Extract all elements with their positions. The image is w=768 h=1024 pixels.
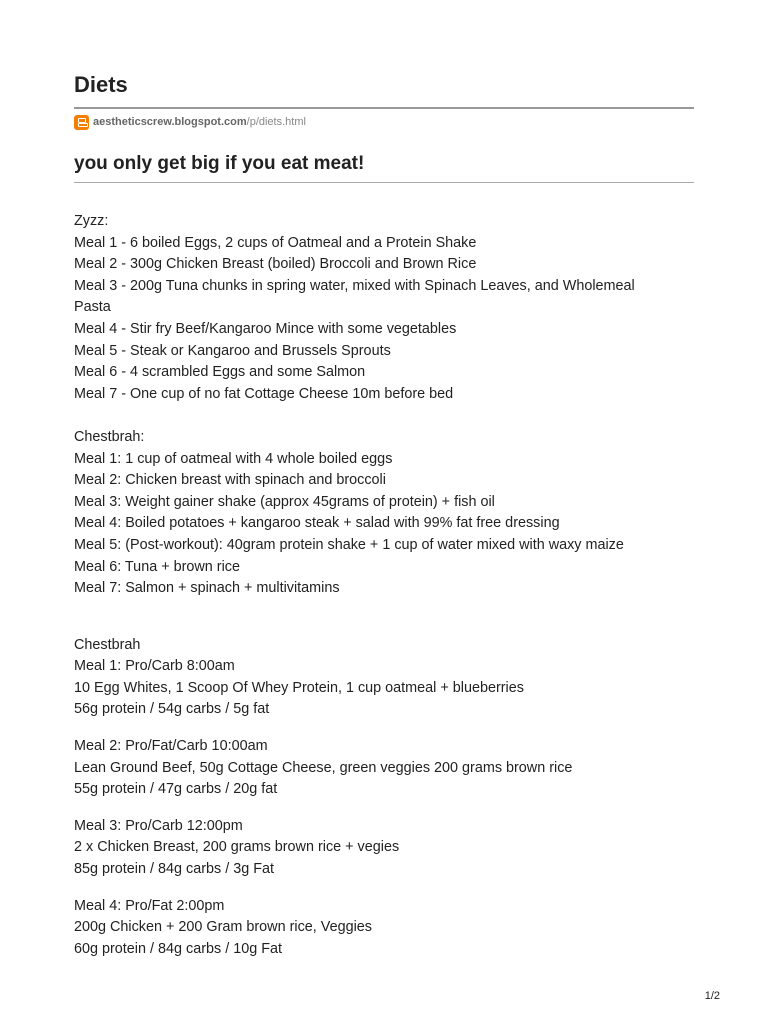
post-title-divider (74, 182, 694, 183)
meal-food: 10 Egg Whites, 1 Scoop Of Whey Protein, 1 cup oatmeal + blueberries (74, 679, 524, 696)
meal-line: Meal 5: (Post-workout): 40gram protein shake + 1 cup of water mixed with waxy maize (74, 536, 624, 553)
meal-line: Meal 4: Boiled potatoes + kangaroo steak + salad with 99% fat free dressing (74, 515, 560, 532)
meal-line: Meal 3 - 200g Tuna chunks in spring water, mixed with Spinach Leaves, and Wholemeal (74, 277, 635, 294)
meal-title: Meal 2: Pro/Fat/Carb 10:00am (74, 738, 268, 755)
meal-line: Meal 2 - 300g Chicken Breast (boiled) Broccoli and Brown Rice (74, 256, 477, 273)
meal-macros: 60g protein / 84g carbs / 10g Fat (74, 940, 282, 957)
meal-line: Meal 5 - Steak or Kangaroo and Brussels Sprouts (74, 342, 391, 359)
meal-block (74, 816, 694, 881)
source-link[interactable] (74, 114, 306, 130)
meal-food: 2 x Chicken Breast, 200 grams brown rice + vegies (74, 839, 400, 856)
meal-block (74, 736, 694, 801)
meal-food: 200g Chicken + 200 Gram brown rice, Veggies (74, 919, 372, 936)
meal-title: Meal 3: Pro/Carb 12:00pm (74, 817, 243, 834)
post-title: you only get big if you eat meat! (74, 153, 365, 174)
section-zyzz (74, 211, 694, 405)
meal-macros: 85g protein / 84g carbs / 3g Fat (74, 861, 274, 878)
section-chestbrah-2 (74, 635, 694, 961)
post-body (74, 211, 694, 960)
meal-macros: 56g protein / 54g carbs / 5g fat (74, 701, 270, 718)
source-domain[interactable]: aestheticscrew.blogspot.com (93, 116, 247, 128)
page-number: 1/2 (704, 990, 720, 1002)
section-heading: Chestbrah (74, 636, 141, 653)
meal-line: Meal 7: Salmon + spinach + multivitamins (74, 580, 340, 597)
section-chestbrah-1 (74, 427, 694, 600)
meal-line: Meal 1: 1 cup of oatmeal with 4 whole boiled eggs (74, 450, 393, 467)
section-heading: Chestbrah: (74, 428, 145, 445)
meal-line: Pasta (74, 299, 111, 316)
meal-title: Meal 1: Pro/Carb 8:00am (74, 658, 235, 675)
meal-line: Meal 6: Tuna + brown rice (74, 558, 240, 575)
meal-block (74, 896, 694, 961)
meal-food: Lean Ground Beef, 50g Cottage Cheese, green veggies 200 grams brown rice (74, 759, 573, 776)
blogger-icon (74, 115, 89, 130)
source-path[interactable]: /p/diets.html (246, 116, 306, 128)
meal-title: Meal 4: Pro/Fat 2:00pm (74, 897, 225, 914)
meal-line: Meal 6 - 4 scrambled Eggs and some Salmon (74, 364, 366, 381)
section-heading: Zyzz: (74, 213, 109, 229)
meal-line: Meal 3: Weight gainer shake (approx 45grams of protein) + fish oil (74, 493, 495, 510)
meal-block (74, 656, 694, 721)
meal-macros: 55g protein / 47g carbs / 20g fat (74, 781, 278, 798)
header-divider (74, 107, 694, 109)
page-title: Diets (74, 72, 128, 97)
meal-line: Meal 2: Chicken breast with spinach and broccoli (74, 472, 386, 489)
meal-line: Meal 4 - Stir fry Beef/Kangaroo Mince with some vegetables (74, 320, 457, 337)
meal-line: Meal 7 - One cup of no fat Cottage Cheese 10m before bed (74, 385, 454, 402)
meal-line: Meal 1 - 6 boiled Eggs, 2 cups of Oatmeal and a Protein Shake (74, 234, 477, 251)
